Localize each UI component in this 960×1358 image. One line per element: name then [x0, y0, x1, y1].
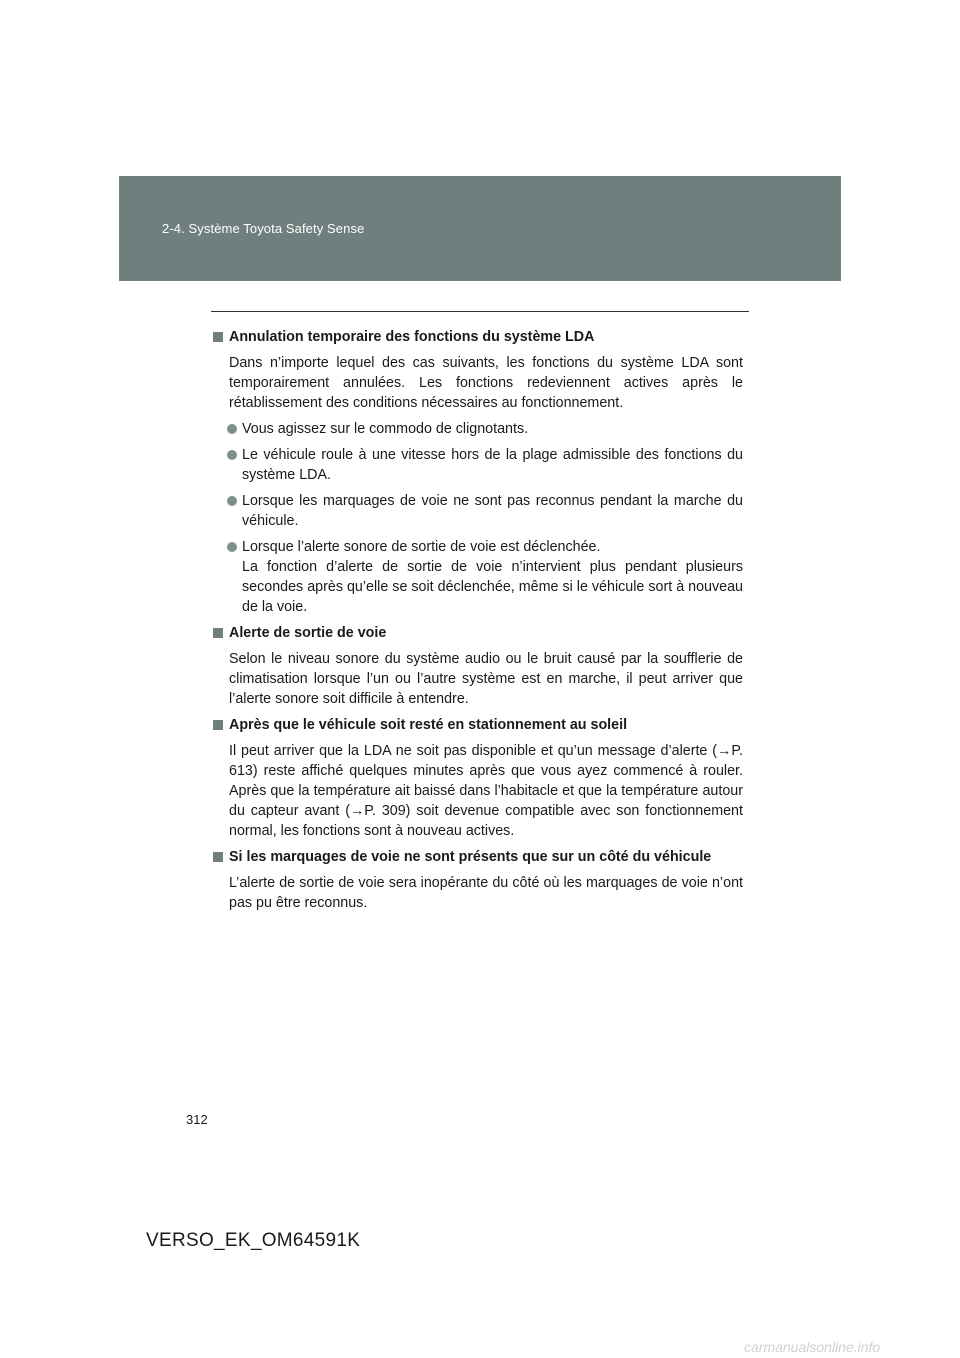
- section-body: Dans n’importe lequel des cas suivants, les fonctions du système LDA sont temporairement annulées. Les fonctions redeviennent actives après le rétablissement des conditions nécessaires au fonctionnement.: [229, 355, 743, 411]
- round-bullet-icon: [227, 450, 237, 460]
- square-bullet-icon: [213, 628, 223, 638]
- section-heading-text: Si les marquages de voie ne sont présents que sur un côté du véhicule: [229, 849, 712, 865]
- square-bullet-icon: [213, 852, 223, 862]
- list-item: [213, 537, 743, 617]
- list-item-text: Lorsque l’alerte sonore de sortie de voie est déclenchée.: [242, 539, 601, 555]
- page-content: [213, 327, 743, 919]
- list-item: [213, 419, 743, 439]
- section-heading-parked-sun: [213, 715, 743, 735]
- list-item: [213, 445, 743, 485]
- section-body: Il peut arriver que la LDA ne soit pas disponible et qu’un message d’alerte (→P. 613) reste affiché quelques minutes après que vous ayez commencé à rouler. Après que la température ait baissé dans l’habitacle et que la température autour du capteur avant (→P. 309) soit devenue compatible avec son fonctionnement normal, les fonctions sont à nouveau actives.: [229, 743, 743, 839]
- chapter-header-band: [119, 176, 841, 281]
- section-heading-one-side-markings: [213, 847, 743, 867]
- round-bullet-icon: [227, 496, 237, 506]
- page-number: 312: [186, 1112, 208, 1127]
- square-bullet-icon: [213, 332, 223, 342]
- round-bullet-icon: [227, 542, 237, 552]
- chapter-title: 2-4. Système Toyota Safety Sense: [162, 221, 365, 236]
- watermark: carmanualsonline.info: [744, 1339, 881, 1355]
- round-bullet-icon: [227, 424, 237, 434]
- list-item-text: Vous agissez sur le commodo de clignotants.: [242, 421, 529, 437]
- top-divider: [211, 311, 749, 312]
- section-heading-text: Après que le véhicule soit resté en stationnement au soleil: [229, 717, 628, 733]
- document-code: VERSO_EK_OM64591K: [146, 1230, 361, 1251]
- list-item-text: Lorsque les marquages de voie ne sont pas reconnus pendant la marche du véhicule.: [242, 493, 743, 529]
- section-heading-text: Alerte de sortie de voie: [229, 625, 387, 641]
- section-body: Selon le niveau sonore du système audio ou le bruit causé par la soufflerie de climatisation lorsque l’un ou l’autre système est en marche, il peut arriver que l’alerte sonore soit difficile à entendre.: [229, 651, 743, 707]
- list-item-subtext: La fonction d’alerte de sortie de voie n’intervient plus pendant plusieurs secondes après qu’elle se soit déclenchée, même si le véhicule sort à nouveau de la voie.: [242, 559, 743, 615]
- section-heading-text: Annulation temporaire des fonctions du système LDA: [229, 329, 595, 345]
- section-heading-lane-alert: [213, 623, 743, 643]
- square-bullet-icon: [213, 720, 223, 730]
- section-heading-ldacancel: [213, 327, 743, 347]
- list-item: [213, 491, 743, 531]
- list-item-text: Le véhicule roule à une vitesse hors de la plage admissible des fonctions du système LDA.: [242, 447, 743, 483]
- section-body: L’alerte de sortie de voie sera inopérante du côté où les marquages de voie n’ont pas pu être reconnus.: [229, 875, 743, 911]
